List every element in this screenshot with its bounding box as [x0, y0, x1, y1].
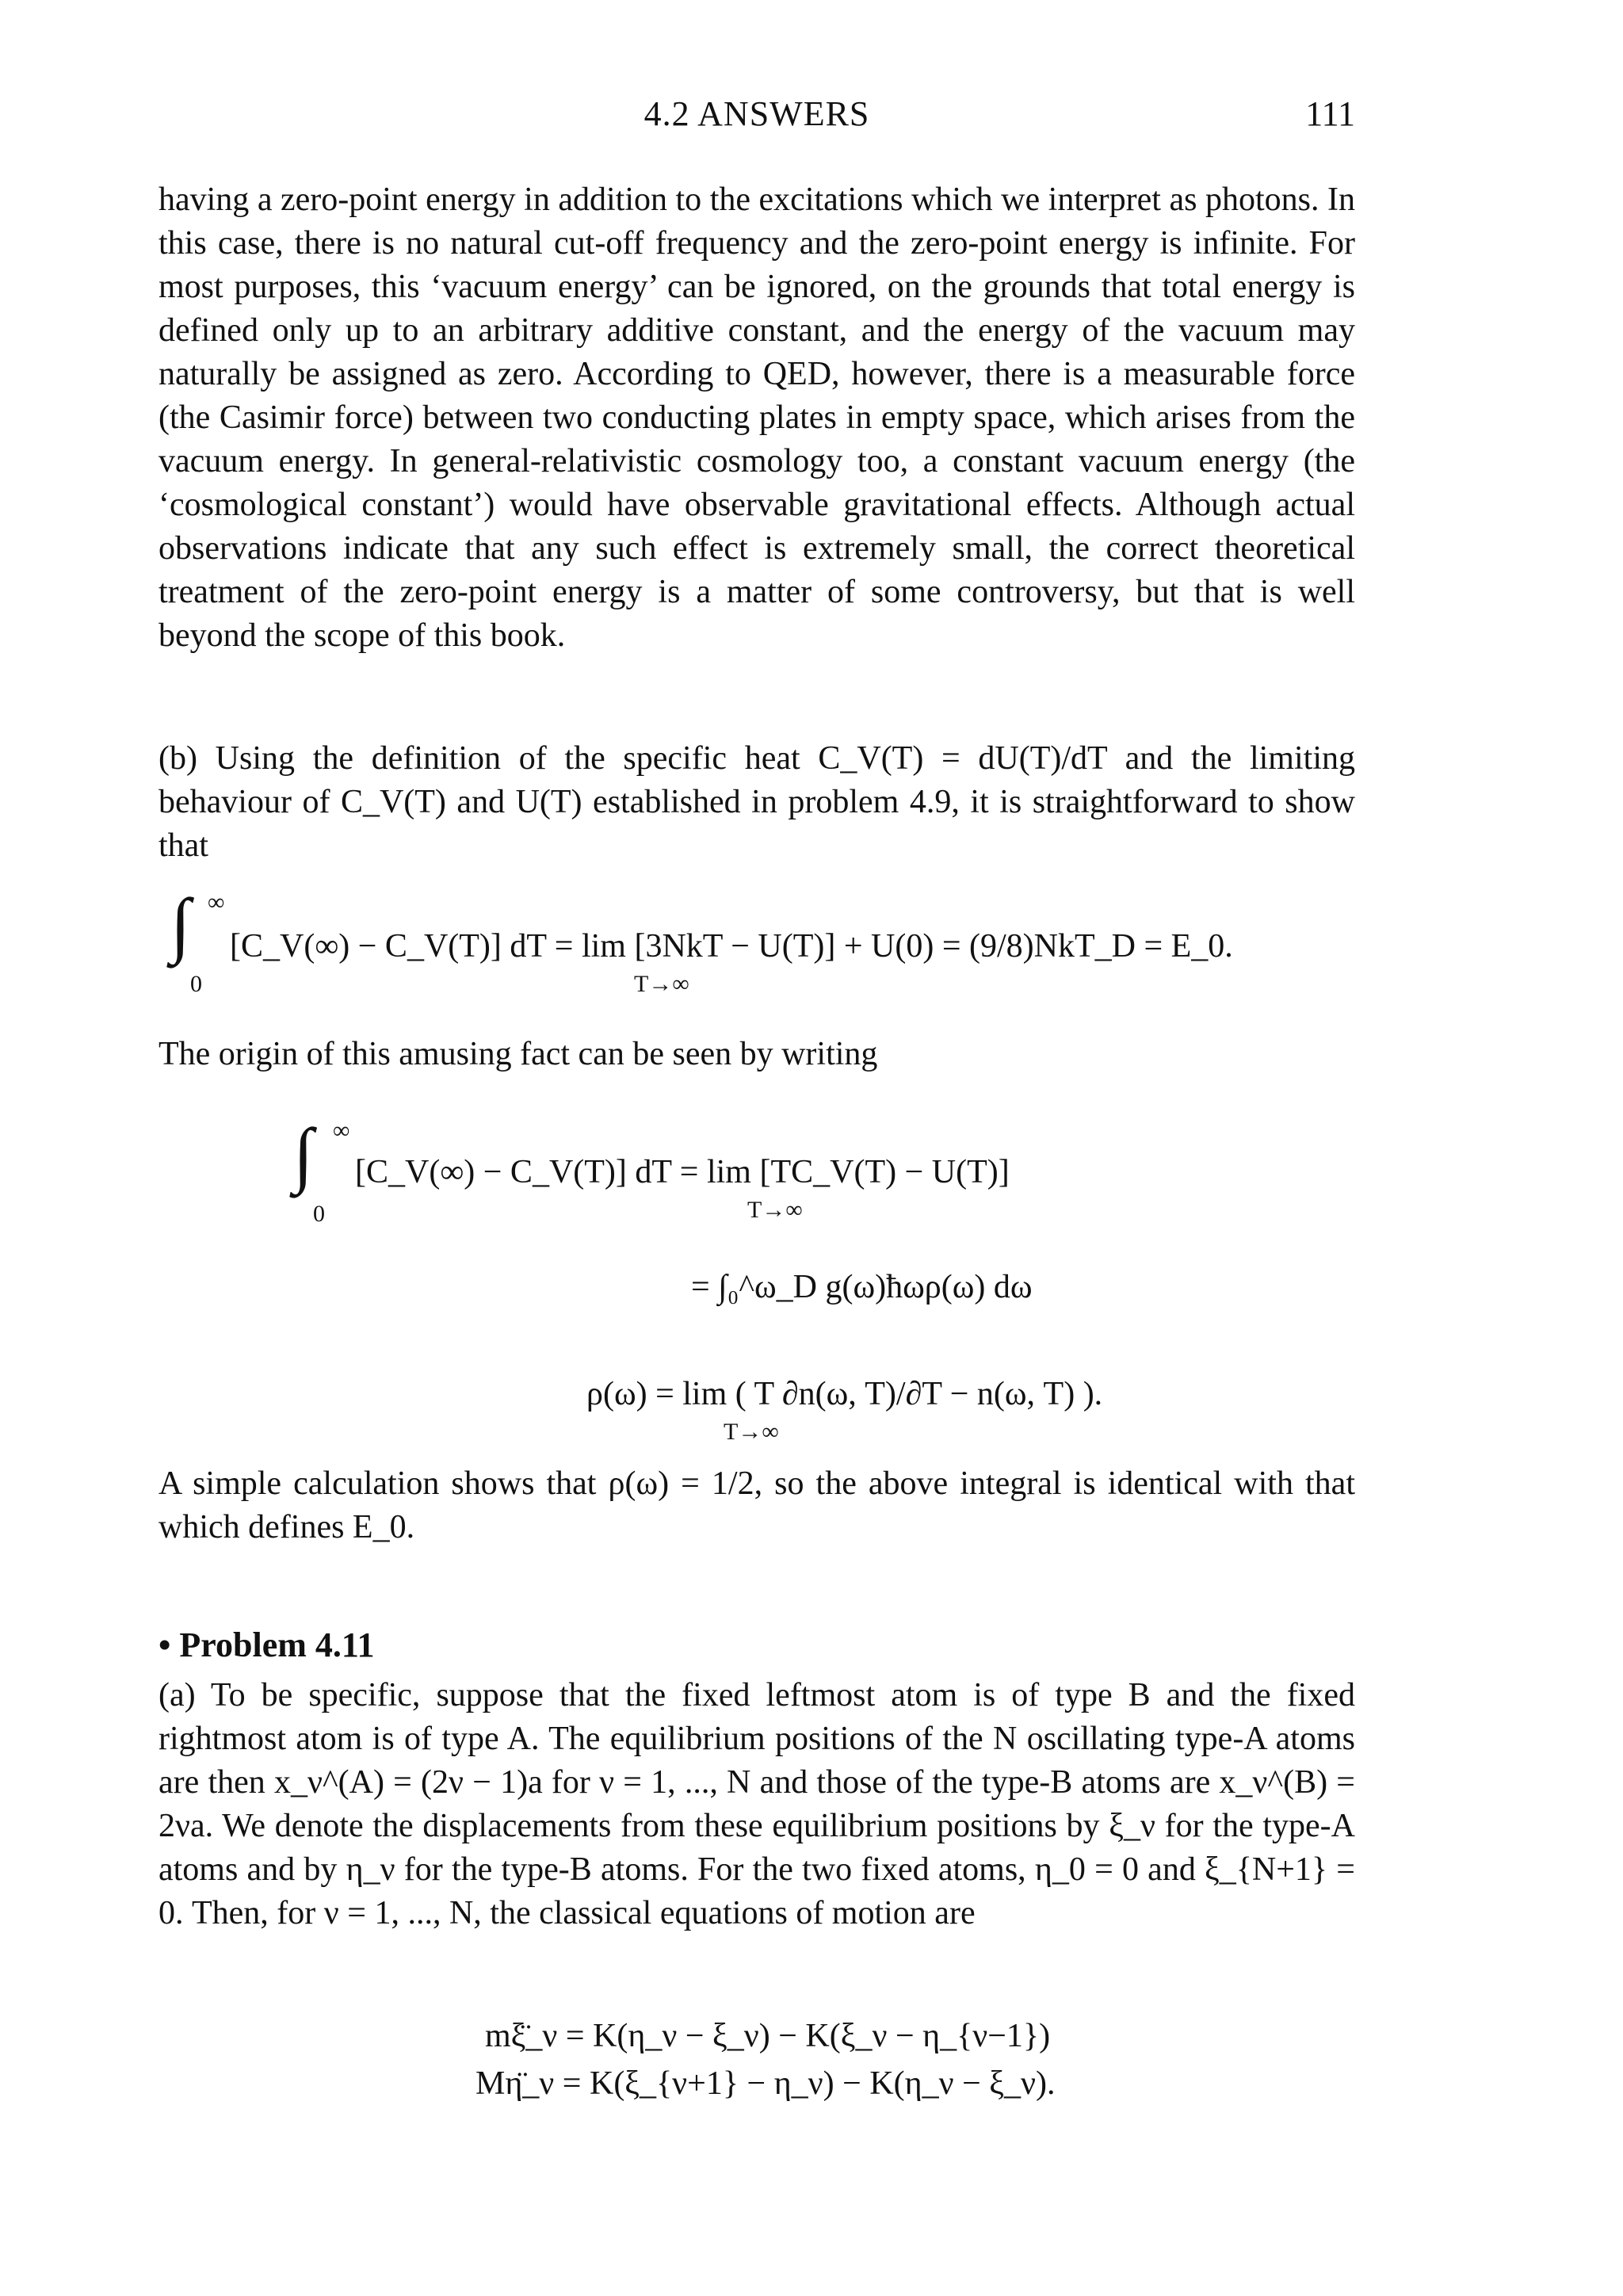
calc-paragraph: A simple calculation shows that ρ(ω) = 1/2, so the above integral is identical with that which defines E_0. [158, 1465, 1355, 1545]
integral-upper-limit: ∞ [333, 1117, 350, 1144]
running-title: 4.2 ANSWERS [643, 94, 870, 133]
equation-1-lim-sub: T→∞ [634, 971, 689, 997]
eom-line-1: mξ̈_ν = K(η_ν − ξ_ν) − K(ξ_ν − η_{ν−1}) [485, 2018, 1051, 2054]
intro-paragraph: having a zero-point energy in addition to the excitations which we interpret as photons. In this case, there is no natural cut-off frequency and the zero-point energy is infinite. For most purposes, this ‘vacuum energy’ can be ignored, on the grounds that total energy is defined only up to an arbitrary additive constant, and the energy of the vacuum may naturally be assigned as zero. According to QED, however, there is a measurable force (the Casimir force) between two conducting plates in empty space, which arises from the vacuum energy. In general-relativistic cosmology too, a constant vacuum energy (the ‘cosmological constant’) would have observable gravitational effects. Although actual observations indicate that any such effect is extremely small, the correct theoretical treatment of the zero-point energy is a matter of some controversy, but that is well beyond the scope of this book. [158, 181, 1355, 654]
problem-paragraph: (a) To be specific, suppose that the fixed leftmost atom is of type B and the fixed rightmost atom is of type A. The equilibrium positions of the N oscillating type-A atoms are then x_ν^(A) = (2ν − 1)a for ν = 1, ..., N and those of the type-B atoms are x_ν^(B) = 2νa. We denote the displacements from these equilibrium positions by ξ_ν for the type-A atoms and by η_ν for the type-B atoms. For the two fixed atoms, η_0 = 0 and ξ_{N+1} = 0. Then, for ν = 1, ..., N, the classical equations of motion are [158, 1677, 1355, 1931]
page-number: 111 [1305, 94, 1355, 133]
equation-2-lim-sub-2: T→∞ [724, 1419, 779, 1445]
equation-2-lim-sub-1: T→∞ [747, 1197, 803, 1223]
equation-2-line-3: ρ(ω) = lim ( T ∂n(ω, T)/∂T − n(ω, T) ). [586, 1376, 1103, 1412]
part-b-paragraph [158, 737, 1355, 868]
equation-1-body: [C_V(∞) − C_V(T)] dT = lim [3NkT − U(T)] + U(0) = (9/8)NkT_D = E_0. [230, 928, 1233, 965]
problem-heading: • Problem 4.11 [158, 1626, 375, 1664]
equation-2-line-1: [C_V(∞) − C_V(T)] dT = lim [TC_V(T) − U(T)] [355, 1154, 1010, 1190]
origin-sentence: The origin of this amusing fact can be seen by writing [158, 1036, 878, 1072]
integral-sign: ∫ [293, 1114, 314, 1194]
integral-upper-limit: ∞ [208, 889, 225, 915]
running-head [158, 94, 1355, 141]
integral-lower-limit: 0 [313, 1201, 325, 1227]
integral-lower-limit: 0 [190, 971, 202, 997]
part-b-text: (b) Using the definition of the specific heat C_V(T) = dU(T)/dT and the limiting behaviour of C_V(T) and U(T) established in problem 4.9, it is straightforward to show that [158, 740, 1355, 864]
integral-sign: ∫ [170, 884, 191, 965]
eom-line-2: Mη̈_ν = K(ξ_{ν+1} − η_ν) − K(η_ν − ξ_ν). [475, 2065, 1056, 2102]
equation-2-line-2: = ∫₀^ω_D g(ω)ħωρ(ω) dω [691, 1269, 1033, 1305]
